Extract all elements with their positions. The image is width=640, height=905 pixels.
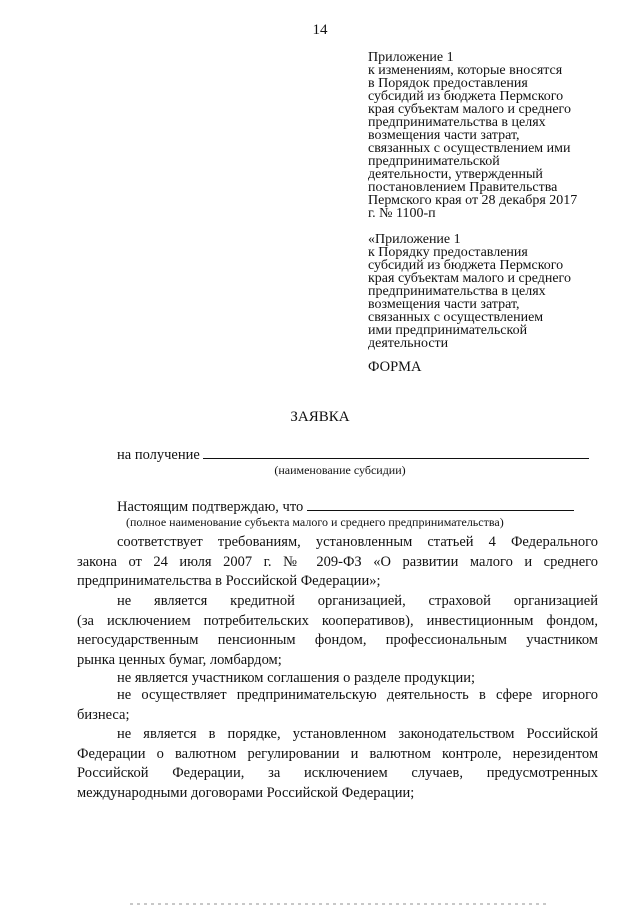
appendix-2-line: предпринимательства в целях: [368, 284, 546, 299]
appendix-1-line: предпринимательской: [368, 154, 500, 169]
paragraph-line: не является в порядке, установленном законодательством Российской: [117, 726, 598, 742]
subsidy-name-caption: (наименование субсидии): [274, 463, 406, 477]
appendix-2-line: к Порядку предоставления: [368, 245, 528, 260]
appendix-1-line: связанных с осуществлением ими: [368, 141, 571, 156]
requirement-paragraph: [77, 592, 598, 670]
requirement-paragraph: [77, 686, 598, 725]
entity-name-caption: (полное наименование субъекта малого и среднего предпринимательства): [126, 515, 504, 529]
paragraph-line: не является кредитной организацией, страховой организацией: [117, 593, 598, 609]
appendix-header-2: [368, 233, 618, 350]
appendix-1-line: субсидий из бюджета Пермского: [368, 89, 564, 104]
appendix-1-line: к изменениям, которые вносятся: [368, 63, 563, 78]
paragraph-line: не является участником соглашения о разделе продукции;: [117, 670, 476, 686]
paragraph-line: рынка ценных бумаг, ломбардом;: [77, 651, 282, 668]
appendix-2-line: края субъектам малого и среднего: [368, 271, 571, 286]
appendix-1-line: в Порядок предоставления: [368, 76, 528, 91]
form-label: ФОРМА: [368, 359, 422, 375]
paragraph-line: предпринимательства в Российской Федерации»;: [77, 573, 381, 589]
appendix-2-line: ими предпринимательской: [368, 323, 528, 338]
appendix-2-line: возмещения части затрат,: [368, 297, 520, 312]
appendix-header-1: [368, 51, 618, 220]
appendix-1-line: возмещения части затрат,: [368, 128, 520, 143]
document-title: ЗАЯВКА: [290, 409, 350, 425]
appendix-2-line: деятельности: [368, 336, 449, 351]
paragraph-line: закона от 24 июля 2007 г. № 209-ФЗ «О развитии малого и среднего: [77, 553, 598, 570]
appendix-2-line: субсидий из бюджета Пермского: [368, 258, 564, 273]
appendix-1-line: Пермского края от 28 декабря 2017: [368, 193, 578, 208]
paragraph-line: международными договорами Российской Федерации;: [77, 784, 415, 801]
paragraph-line: Российской Федерации, за исключением случаев, предусмотренных: [77, 765, 598, 781]
appendix-1-line: Приложение 1: [368, 50, 454, 65]
appendix-1-line: г. № 1100-п: [368, 206, 436, 221]
subsidy-name-label: на получение: [117, 447, 200, 463]
paragraph-line: Федерации о валютном регулировании и валютном контроле, нерезидентом: [77, 745, 598, 762]
paragraph-line: (за исключением потребительских кооперативов), инвестиционным фондом,: [77, 612, 598, 629]
appendix-1-line: деятельности, утвержденный: [368, 167, 543, 182]
subsidy-name-field[interactable]: [203, 446, 589, 459]
entity-name-field[interactable]: [307, 498, 574, 511]
requirement-paragraph: [77, 725, 598, 803]
appendix-2-line: «Приложение 1: [368, 232, 461, 247]
paragraph-line: негосударственным пенсионным фондом, профессиональным участником: [77, 632, 598, 648]
entity-name-label: Настоящим подтверждаю, что: [117, 499, 304, 515]
requirement-paragraph: [77, 533, 598, 592]
page-number: 14: [312, 22, 328, 38]
appendix-2-line: связанных с осуществлением: [368, 310, 544, 325]
appendix-1-line: предпринимательства в целях: [368, 115, 546, 130]
appendix-1-line: края субъектам малого и среднего: [368, 102, 571, 117]
paragraph-line: соответствует требованиям, установленным статьей 4 Федерального: [117, 534, 598, 550]
appendix-1-line: постановлением Правительства: [368, 180, 558, 195]
paragraph-line: бизнеса;: [77, 706, 130, 723]
paragraph-line: не осуществляет предпринимательскую деятельность в сфере игорного: [117, 687, 598, 703]
entity-name-row: [117, 498, 574, 516]
subsidy-name-row: [117, 446, 589, 464]
